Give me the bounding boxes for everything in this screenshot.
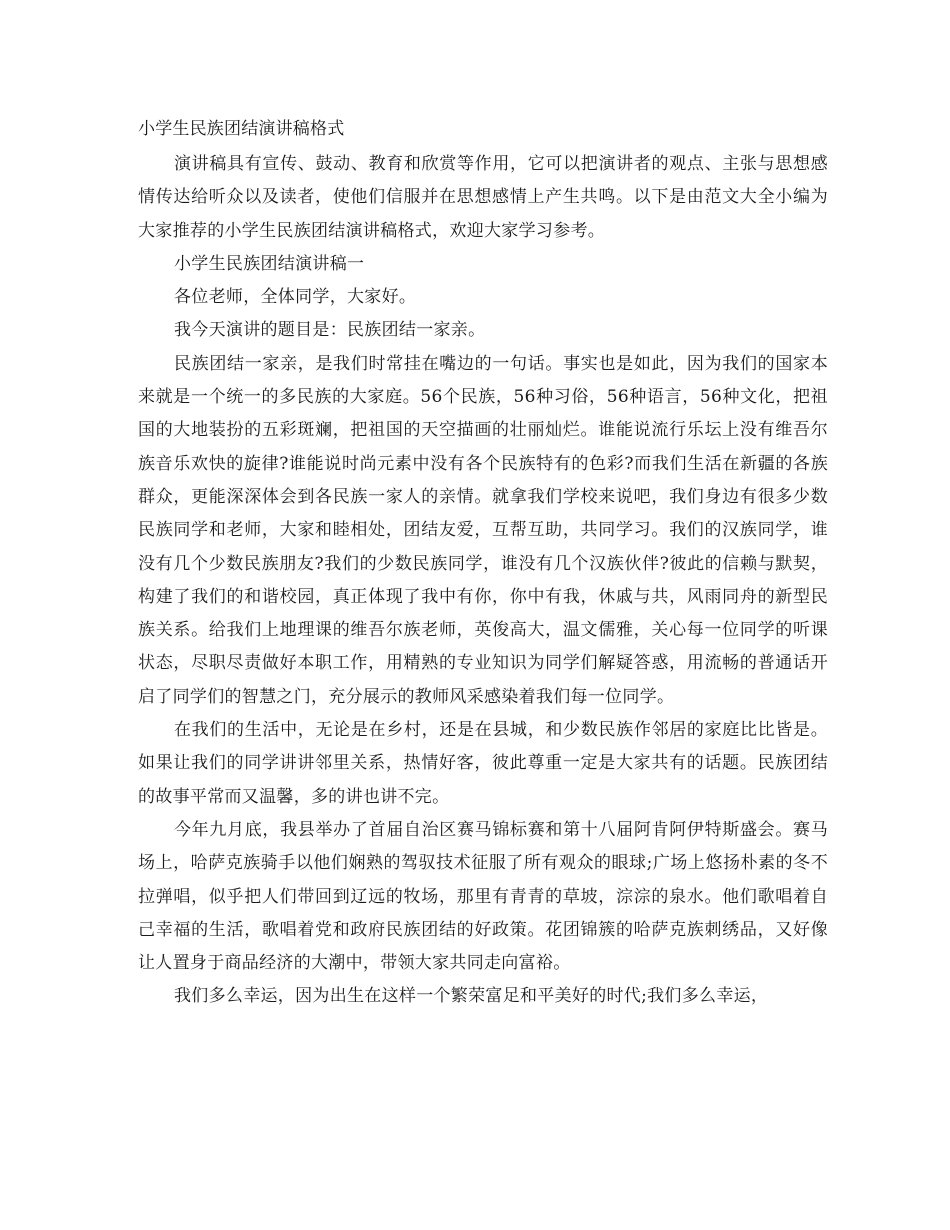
body-paragraph: 今年九月底，我县举办了首届自治区赛马锦标赛和第十八届阿肯阿伊特斯盛会。赛马场上，哈萨克族骑手以他们娴熟的驾驭技术征服了所有观众的眼球;广场上悠扬朴素的冬不拉弹唱，似乎把人们带回到辽远的牧场，那里有青青的草坡，淙淙的泉水。他们歌唱着自己幸福的生活，歌唱着党和政府民族团结的好政策。花团锦簇的哈萨克族刺绣品，又好像让人置身于商品经济的大潮中，带领大家共同走向富裕。 (138, 819, 828, 974)
body-paragraph: 在我们的生活中，无论是在乡村，还是在县城，和少数民族作邻居的家庭比比皆是。如果让我们的同学讲讲邻里关系，热情好客，彼此尊重一定是大家共有的话题。民族团结的故事平常而又温馨，多的讲也讲不完。 (138, 720, 828, 807)
body-paragraph: 民族团结一家亲，是我们时常挂在嘴边的一句话。事实也是如此，因为我们的国家本来就是一个统一的多民族的大家庭。56个民族，56种习俗，56种语言，56种文化，把祖国的大地装扮的五彩斑斓，把祖国的天空描画的壮丽灿烂。谁能说流行乐坛上没有维吾尔族音乐欢快的旋律?谁能说时尚元素中没有各个民族特有的色彩?而我们生活在新疆的各族群众，更能深深体会到各民族一家人的亲情。就拿我们学校来说吧，我们身边有很多少数民族同学和老师，大家和睦相处，团结友爱，互帮互助，共同学习。我们的汉族同学，谁没有几个少数民族朋友?我们的少数民族同学，谁没有几个汉族伙伴?彼此的信赖与默契，构建了我们的和谐校园，真正体现了我中有你，你中有我，休戚与共，风雨同舟的新型民族关系。给我们上地理课的维吾尔族老师，英俊高大，温文儒雅，关心每一位同学的听课状态，尽职尽责做好本职工作，用精熟的专业知识为同学们解疑答惑，用流畅的普通话开启了同学们的智慧之门，充分展示的教师风采感染着我们每一位同学。 (138, 353, 828, 707)
body-paragraph: 我们多么幸运，因为出生在这样一个繁荣富足和平美好的时代;我们多么幸运， (174, 986, 769, 1007)
document-page (138, 118, 828, 1014)
document-title: 小学生民族团结演讲稿格式 (138, 119, 345, 139)
topic-paragraph: 我今天演讲的题目是：民族团结一家亲。 (174, 320, 486, 341)
intro-paragraph: 演讲稿具有宣传、鼓动、教育和欣赏等作用，它可以把演讲者的观点、主张与思想感情传达给听众以及读者，使他们信服并在思想感情上产生共鸣。以下是由范文大全小编为大家推荐的小学生民族团结演讲稿格式，欢迎大家学习参考。 (138, 154, 828, 241)
speech-heading: 小学生民族团结演讲稿一 (174, 253, 365, 274)
greeting-paragraph: 各位老师，全体同学，大家好。 (174, 287, 417, 308)
